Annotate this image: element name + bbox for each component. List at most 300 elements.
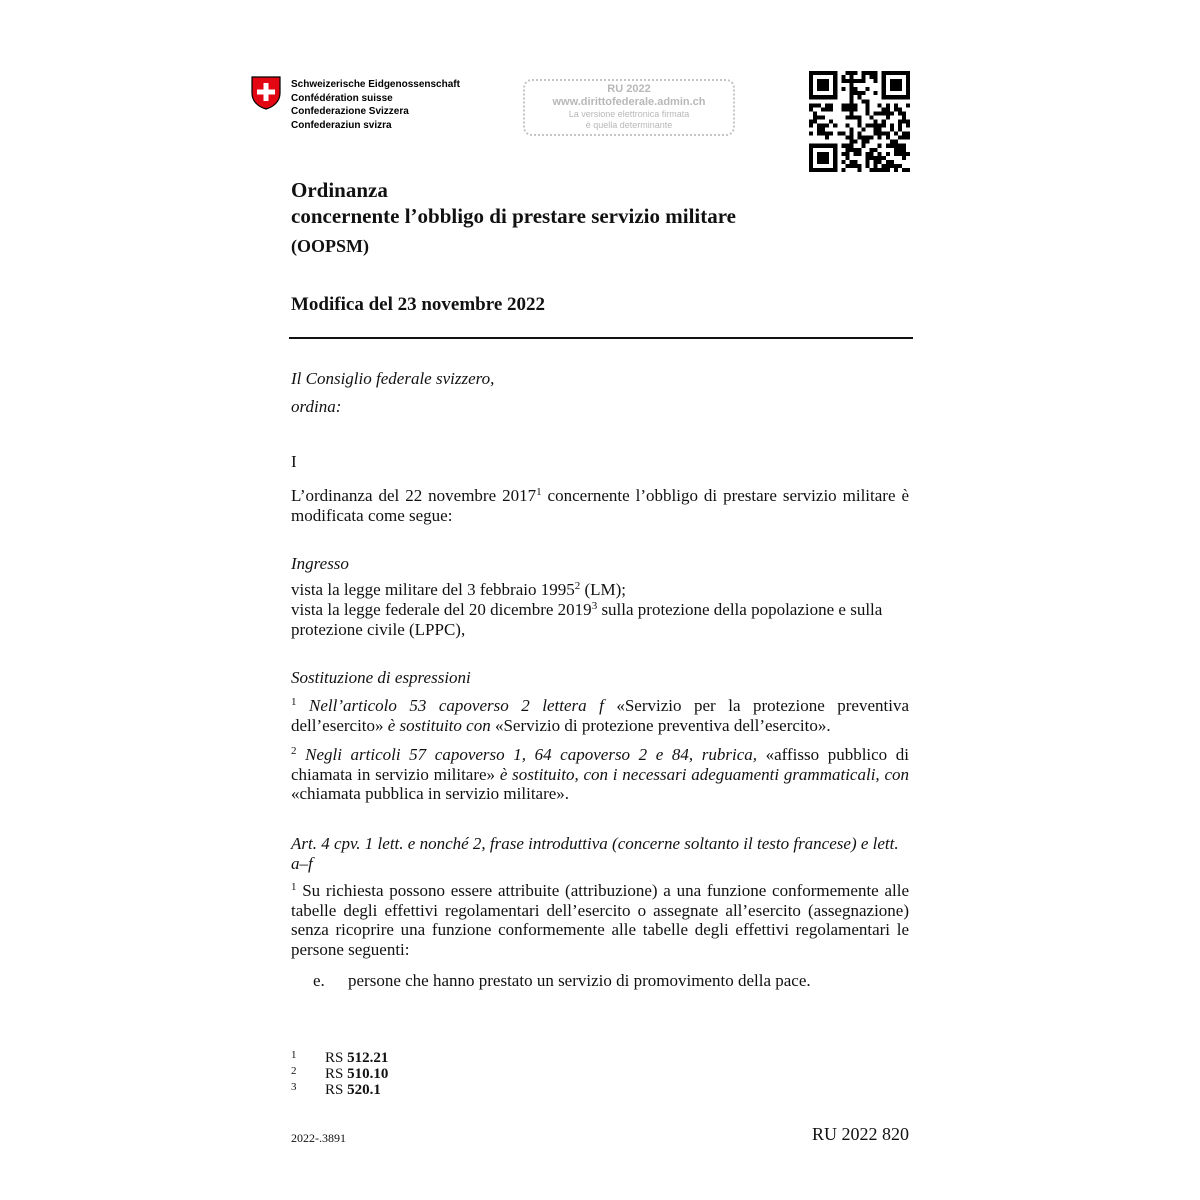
qr-module <box>902 152 906 156</box>
amendment-date: Modifica del 23 novembre 2022 <box>291 294 546 315</box>
qr-module <box>845 156 849 160</box>
title-divider <box>289 337 913 339</box>
qr-module <box>886 103 890 107</box>
qr-module <box>849 75 853 79</box>
qr-module <box>902 144 906 148</box>
qr-module <box>862 71 866 75</box>
qr-module <box>809 132 813 136</box>
qr-module <box>902 156 906 160</box>
qr-module <box>886 168 890 172</box>
qr-module <box>849 132 853 136</box>
qr-module <box>817 83 821 87</box>
preamble-authority: Il Consiglio federale svizzero, <box>291 369 495 388</box>
qr-module <box>866 71 870 75</box>
qr-module <box>890 95 894 99</box>
qr-module <box>849 164 853 168</box>
qr-module <box>821 156 825 160</box>
footnote-3 <box>291 1080 381 1098</box>
qr-module <box>821 95 825 99</box>
qr-module <box>890 128 894 132</box>
stamp-note-1: La versione elettronica firmata <box>568 109 690 119</box>
qr-module <box>833 79 837 83</box>
qr-module <box>866 111 870 115</box>
stamp-note-2: è quella determinante <box>585 120 673 130</box>
qr-module <box>817 156 821 160</box>
qr-module <box>890 164 894 168</box>
qr-module <box>886 132 890 136</box>
qr-module <box>866 136 870 140</box>
qr-module <box>809 156 813 160</box>
qr-module <box>874 148 878 152</box>
qr-module <box>849 99 853 103</box>
qr-module <box>833 75 837 79</box>
qr-module <box>890 83 894 87</box>
qr-module <box>849 128 853 132</box>
sostituzione-paragraph-1 <box>291 696 909 735</box>
qr-module <box>821 132 825 136</box>
qr-module <box>874 71 878 75</box>
qr-module <box>845 103 849 107</box>
qr-module <box>825 152 829 156</box>
qr-module <box>817 168 821 172</box>
qr-module <box>821 168 825 172</box>
qr-module <box>825 95 829 99</box>
qr-module <box>898 144 902 148</box>
qr-module <box>825 156 829 160</box>
qr-module <box>821 71 825 75</box>
qr-module <box>898 107 902 111</box>
qr-module <box>878 144 882 148</box>
footnote-number: 2 <box>291 1065 297 1077</box>
qr-module <box>874 168 878 172</box>
qr-module <box>849 95 853 99</box>
qr-module <box>813 71 817 75</box>
qr-module <box>821 144 825 148</box>
qr-module <box>825 144 829 148</box>
qr-module <box>845 71 849 75</box>
qr-module <box>898 79 902 83</box>
qr-module <box>833 152 837 156</box>
qr-module <box>833 144 837 148</box>
qr-module <box>825 124 829 128</box>
qr-module <box>821 83 825 87</box>
qr-module <box>902 132 906 136</box>
qr-module <box>833 95 837 99</box>
footnote-ref: 510.10 <box>347 1066 389 1082</box>
qr-module <box>898 71 902 75</box>
qr-module <box>829 107 833 111</box>
qr-module <box>825 160 829 164</box>
qr-module <box>857 148 861 152</box>
qr-module <box>866 99 870 103</box>
qr-module <box>833 164 837 168</box>
qr-module <box>809 144 813 148</box>
qr-module <box>902 168 906 172</box>
qr-module <box>906 136 910 140</box>
paragraph-number: 1 <box>291 696 297 708</box>
qr-module <box>894 152 898 156</box>
qr-module <box>902 119 906 123</box>
qr-module <box>886 115 890 119</box>
qr-module <box>882 156 886 160</box>
qr-module <box>825 132 829 136</box>
qr-module <box>809 75 813 79</box>
qr-module <box>862 128 866 132</box>
qr-module <box>898 148 902 152</box>
qr-module <box>882 87 886 91</box>
qr-module <box>829 168 833 172</box>
qr-module <box>870 136 874 140</box>
qr-module <box>906 124 910 128</box>
qr-module <box>866 152 870 156</box>
list-item-label: e. <box>313 971 325 990</box>
qr-module <box>902 95 906 99</box>
qr-module <box>849 136 853 140</box>
qr-module <box>821 79 825 83</box>
qr-module <box>849 79 853 83</box>
qr-module <box>829 132 833 136</box>
document-title <box>291 177 736 229</box>
qr-module <box>902 148 906 152</box>
swiss-coat-of-arms-icon <box>251 76 281 110</box>
qr-module <box>882 95 886 99</box>
qr-module <box>894 107 898 111</box>
qr-module <box>833 148 837 152</box>
qr-module <box>866 103 870 107</box>
confederation-name-it: Confederazione Svizzera <box>291 106 409 117</box>
qr-module <box>821 115 825 119</box>
qr-module <box>813 168 817 172</box>
qr-module <box>853 71 857 75</box>
section-numeral: I <box>291 452 297 471</box>
qr-module <box>809 124 813 128</box>
sostituzione-p2-ref: Negli articoli 57 capoverso 1, 64 capoverso 2 e 84, rubrica, <box>305 745 757 764</box>
qr-module <box>857 164 861 168</box>
qr-module <box>857 124 861 128</box>
qr-module <box>898 136 902 140</box>
qr-module <box>817 79 821 83</box>
qr-code-icon <box>809 71 910 172</box>
qr-module <box>809 79 813 83</box>
preamble-decree: ordina: <box>291 397 342 416</box>
qr-module <box>833 160 837 164</box>
qr-module <box>833 87 837 91</box>
qr-module <box>825 71 829 75</box>
qr-module <box>849 148 853 152</box>
section-intro-a: L’ordinanza del 22 novembre 2017 <box>291 486 537 505</box>
qr-module <box>849 115 853 119</box>
qr-module <box>906 168 910 172</box>
confederation-name-de: Schweizerische Eidgenossenschaft <box>291 79 460 90</box>
qr-module <box>874 128 878 132</box>
qr-module <box>898 83 902 87</box>
qr-module <box>874 111 878 115</box>
qr-module <box>870 152 874 156</box>
qr-module <box>853 79 857 83</box>
sostituzione-p2-old: «affisso pubblico di chiamata in servizio militare» <box>291 745 910 784</box>
qr-module <box>886 107 890 111</box>
qr-module <box>874 75 878 79</box>
qr-module <box>849 140 853 144</box>
qr-module <box>853 107 857 111</box>
qr-module <box>882 75 886 79</box>
qr-module <box>845 148 849 152</box>
qr-module <box>853 164 857 168</box>
qr-module <box>882 119 886 123</box>
qr-module <box>894 103 898 107</box>
qr-module <box>882 107 886 111</box>
qr-module <box>813 103 817 107</box>
qr-module <box>833 83 837 87</box>
qr-module <box>906 95 910 99</box>
qr-module <box>829 103 833 107</box>
confederation-names <box>291 78 460 132</box>
qr-module <box>882 132 886 136</box>
qr-module <box>809 107 813 111</box>
qr-module <box>853 152 857 156</box>
qr-module <box>845 136 849 140</box>
qr-module <box>894 87 898 91</box>
qr-module <box>825 136 829 140</box>
qr-module <box>906 83 910 87</box>
qr-module <box>898 152 902 156</box>
art4-paragraph-text: Su richiesta possono essere attribuite (attribuzione) a una funzione conformemente alle tabelle degli effettivi regolamentari dell’esercito o assegnate all’esercito (assegnazione) senza ricoprire una funzione conformemente alle tabelle degli effettivi regolamentari le persone seguenti: <box>291 881 909 959</box>
qr-module <box>878 124 882 128</box>
section-intro <box>291 486 909 525</box>
qr-module <box>906 79 910 83</box>
qr-module <box>890 140 894 144</box>
qr-module <box>894 168 898 172</box>
qr-module <box>821 107 825 111</box>
qr-module <box>882 124 886 128</box>
qr-module <box>857 119 861 123</box>
ingresso-line-2a: vista la legge federale del 20 dicembre 2019 <box>291 600 592 619</box>
qr-module <box>882 168 886 172</box>
qr-module <box>890 160 894 164</box>
qr-module <box>825 87 829 91</box>
qr-module <box>862 75 866 79</box>
qr-module <box>894 164 898 168</box>
qr-module <box>886 164 890 168</box>
section-intro-b: concernente l’obbligo di prestare servizio militare è modificata come segue: <box>291 486 909 525</box>
qr-module <box>902 115 906 119</box>
qr-module <box>886 95 890 99</box>
qr-module <box>862 99 866 103</box>
qr-module <box>894 79 898 83</box>
qr-module <box>874 156 878 160</box>
qr-module <box>870 124 874 128</box>
footnote-ref-1: 1 <box>536 486 542 498</box>
qr-module <box>809 152 813 156</box>
footnote-ref-3: 3 <box>591 600 598 612</box>
qr-module <box>862 144 866 148</box>
qr-module <box>817 115 821 119</box>
title-abbreviation: (OOPSM) <box>291 236 369 256</box>
qr-module <box>825 83 829 87</box>
qr-module <box>849 87 853 91</box>
qr-module <box>813 95 817 99</box>
qr-module <box>857 136 861 140</box>
qr-module <box>886 152 890 156</box>
qr-module <box>878 160 882 164</box>
qr-module <box>866 156 870 160</box>
qr-module <box>898 128 902 132</box>
sostituzione-p1-new: «Servizio di protezione preventiva dell’esercito». <box>490 715 831 735</box>
qr-module <box>845 124 849 128</box>
footnote-ref-2: 2 <box>574 580 581 592</box>
paragraph-number: 2 <box>291 745 297 757</box>
qr-module <box>870 148 874 152</box>
qr-module <box>898 111 902 115</box>
qr-module <box>813 144 817 148</box>
qr-module <box>874 164 878 168</box>
qr-module <box>841 79 845 83</box>
qr-module <box>821 152 825 156</box>
ingresso-line-1b: (LM); <box>580 580 627 599</box>
qr-module <box>874 132 878 136</box>
qr-module <box>894 132 898 136</box>
qr-module <box>841 132 845 136</box>
qr-module <box>857 132 861 136</box>
qr-module <box>829 95 833 99</box>
qr-module <box>817 103 821 107</box>
qr-module <box>817 87 821 91</box>
qr-module <box>906 132 910 136</box>
qr-module <box>874 160 878 164</box>
qr-module <box>882 71 886 75</box>
qr-module <box>906 91 910 95</box>
art4-list-item-e <box>313 971 811 991</box>
qr-module <box>902 71 906 75</box>
qr-module <box>817 132 821 136</box>
official-compilation-reference: RU 2022 820 <box>811 1124 909 1144</box>
qr-module <box>886 136 890 140</box>
qr-module <box>898 119 902 123</box>
qr-module <box>829 144 833 148</box>
qr-module <box>878 103 882 107</box>
qr-module <box>841 75 845 79</box>
ingresso-line-2 <box>291 600 909 639</box>
qr-module <box>894 140 898 144</box>
qr-module <box>882 164 886 168</box>
ingresso-line-2b: sulla protezione della popolazione e sulla protezione civile (LPPC), <box>291 600 883 639</box>
qr-module <box>857 168 861 172</box>
qr-module <box>866 87 870 91</box>
ingresso-heading: Ingresso <box>291 554 349 573</box>
qr-module <box>841 87 845 91</box>
qr-module <box>890 87 894 91</box>
qr-module <box>853 148 857 152</box>
qr-module <box>857 91 861 95</box>
qr-module <box>833 71 837 75</box>
qr-module <box>853 91 857 95</box>
sostituzione-p1-old: «Servizio per la protezione preventiva dell’esercito» <box>291 696 909 735</box>
qr-module <box>902 111 906 115</box>
qr-module <box>857 115 861 119</box>
qr-module <box>849 111 853 115</box>
qr-module <box>841 144 845 148</box>
sostituzione-p1-ref: Nell’articolo 53 capoverso 2 lettera f <box>309 696 604 715</box>
qr-module <box>845 79 849 83</box>
qr-module <box>849 103 853 107</box>
qr-module <box>849 160 853 164</box>
qr-module <box>841 107 845 111</box>
qr-module <box>809 119 813 123</box>
qr-module <box>902 136 906 140</box>
qr-module <box>849 71 853 75</box>
qr-module <box>870 168 874 172</box>
qr-module <box>906 103 910 107</box>
qr-module <box>845 144 849 148</box>
confederation-name-rm: Confederaziun svizra <box>291 119 392 131</box>
qr-module <box>862 140 866 144</box>
qr-module <box>862 136 866 140</box>
qr-module <box>878 136 882 140</box>
qr-module <box>890 144 894 148</box>
qr-module <box>878 128 882 132</box>
qr-module <box>874 91 878 95</box>
footnote-prefix: RS <box>325 1066 348 1082</box>
document-number: 2022-.3891 <box>291 1131 346 1145</box>
footnote-prefix: RS <box>325 1050 348 1066</box>
title-line-2: concernente l’obbligo di prestare servizio militare <box>291 204 736 228</box>
qr-module <box>894 95 898 99</box>
qr-module <box>817 160 821 164</box>
footnote-number: 3 <box>291 1081 297 1093</box>
qr-module <box>866 160 870 164</box>
qr-module <box>845 164 849 168</box>
qr-module <box>813 111 817 115</box>
qr-module <box>809 103 813 107</box>
qr-module <box>833 91 837 95</box>
art4-heading: Art. 4 cpv. 1 lett. e nonché 2, frase introduttiva (concerne soltanto il testo francese) e lett. a–f <box>291 834 899 873</box>
qr-module <box>874 119 878 123</box>
qr-module <box>813 115 817 119</box>
qr-module <box>825 107 829 111</box>
qr-module <box>882 83 886 87</box>
qr-module <box>825 168 829 172</box>
qr-module <box>894 71 898 75</box>
qr-module <box>862 91 866 95</box>
qr-module <box>866 107 870 111</box>
qr-module <box>841 152 845 156</box>
qr-module <box>829 119 833 123</box>
qr-module <box>817 95 821 99</box>
qr-module <box>890 71 894 75</box>
qr-module <box>809 83 813 87</box>
qr-module <box>878 156 882 160</box>
qr-module <box>817 71 821 75</box>
qr-module <box>853 87 857 91</box>
qr-module <box>809 164 813 168</box>
ingresso-line-1 <box>291 580 909 600</box>
qr-module <box>841 160 845 164</box>
qr-module <box>857 79 861 83</box>
qr-module <box>817 128 821 132</box>
qr-module <box>813 119 817 123</box>
qr-module <box>841 168 845 172</box>
stamp-url: www.dirittofederale.admin.ch <box>552 96 706 108</box>
qr-module <box>821 124 825 128</box>
qr-module <box>841 103 845 107</box>
list-item-text: persone che hanno prestato un servizio di promovimento della pace. <box>348 971 811 990</box>
qr-module <box>853 115 857 119</box>
paragraph-number: 1 <box>291 881 297 893</box>
qr-module <box>862 79 866 83</box>
qr-module <box>882 79 886 83</box>
qr-module <box>906 119 910 123</box>
qr-module <box>870 71 874 75</box>
